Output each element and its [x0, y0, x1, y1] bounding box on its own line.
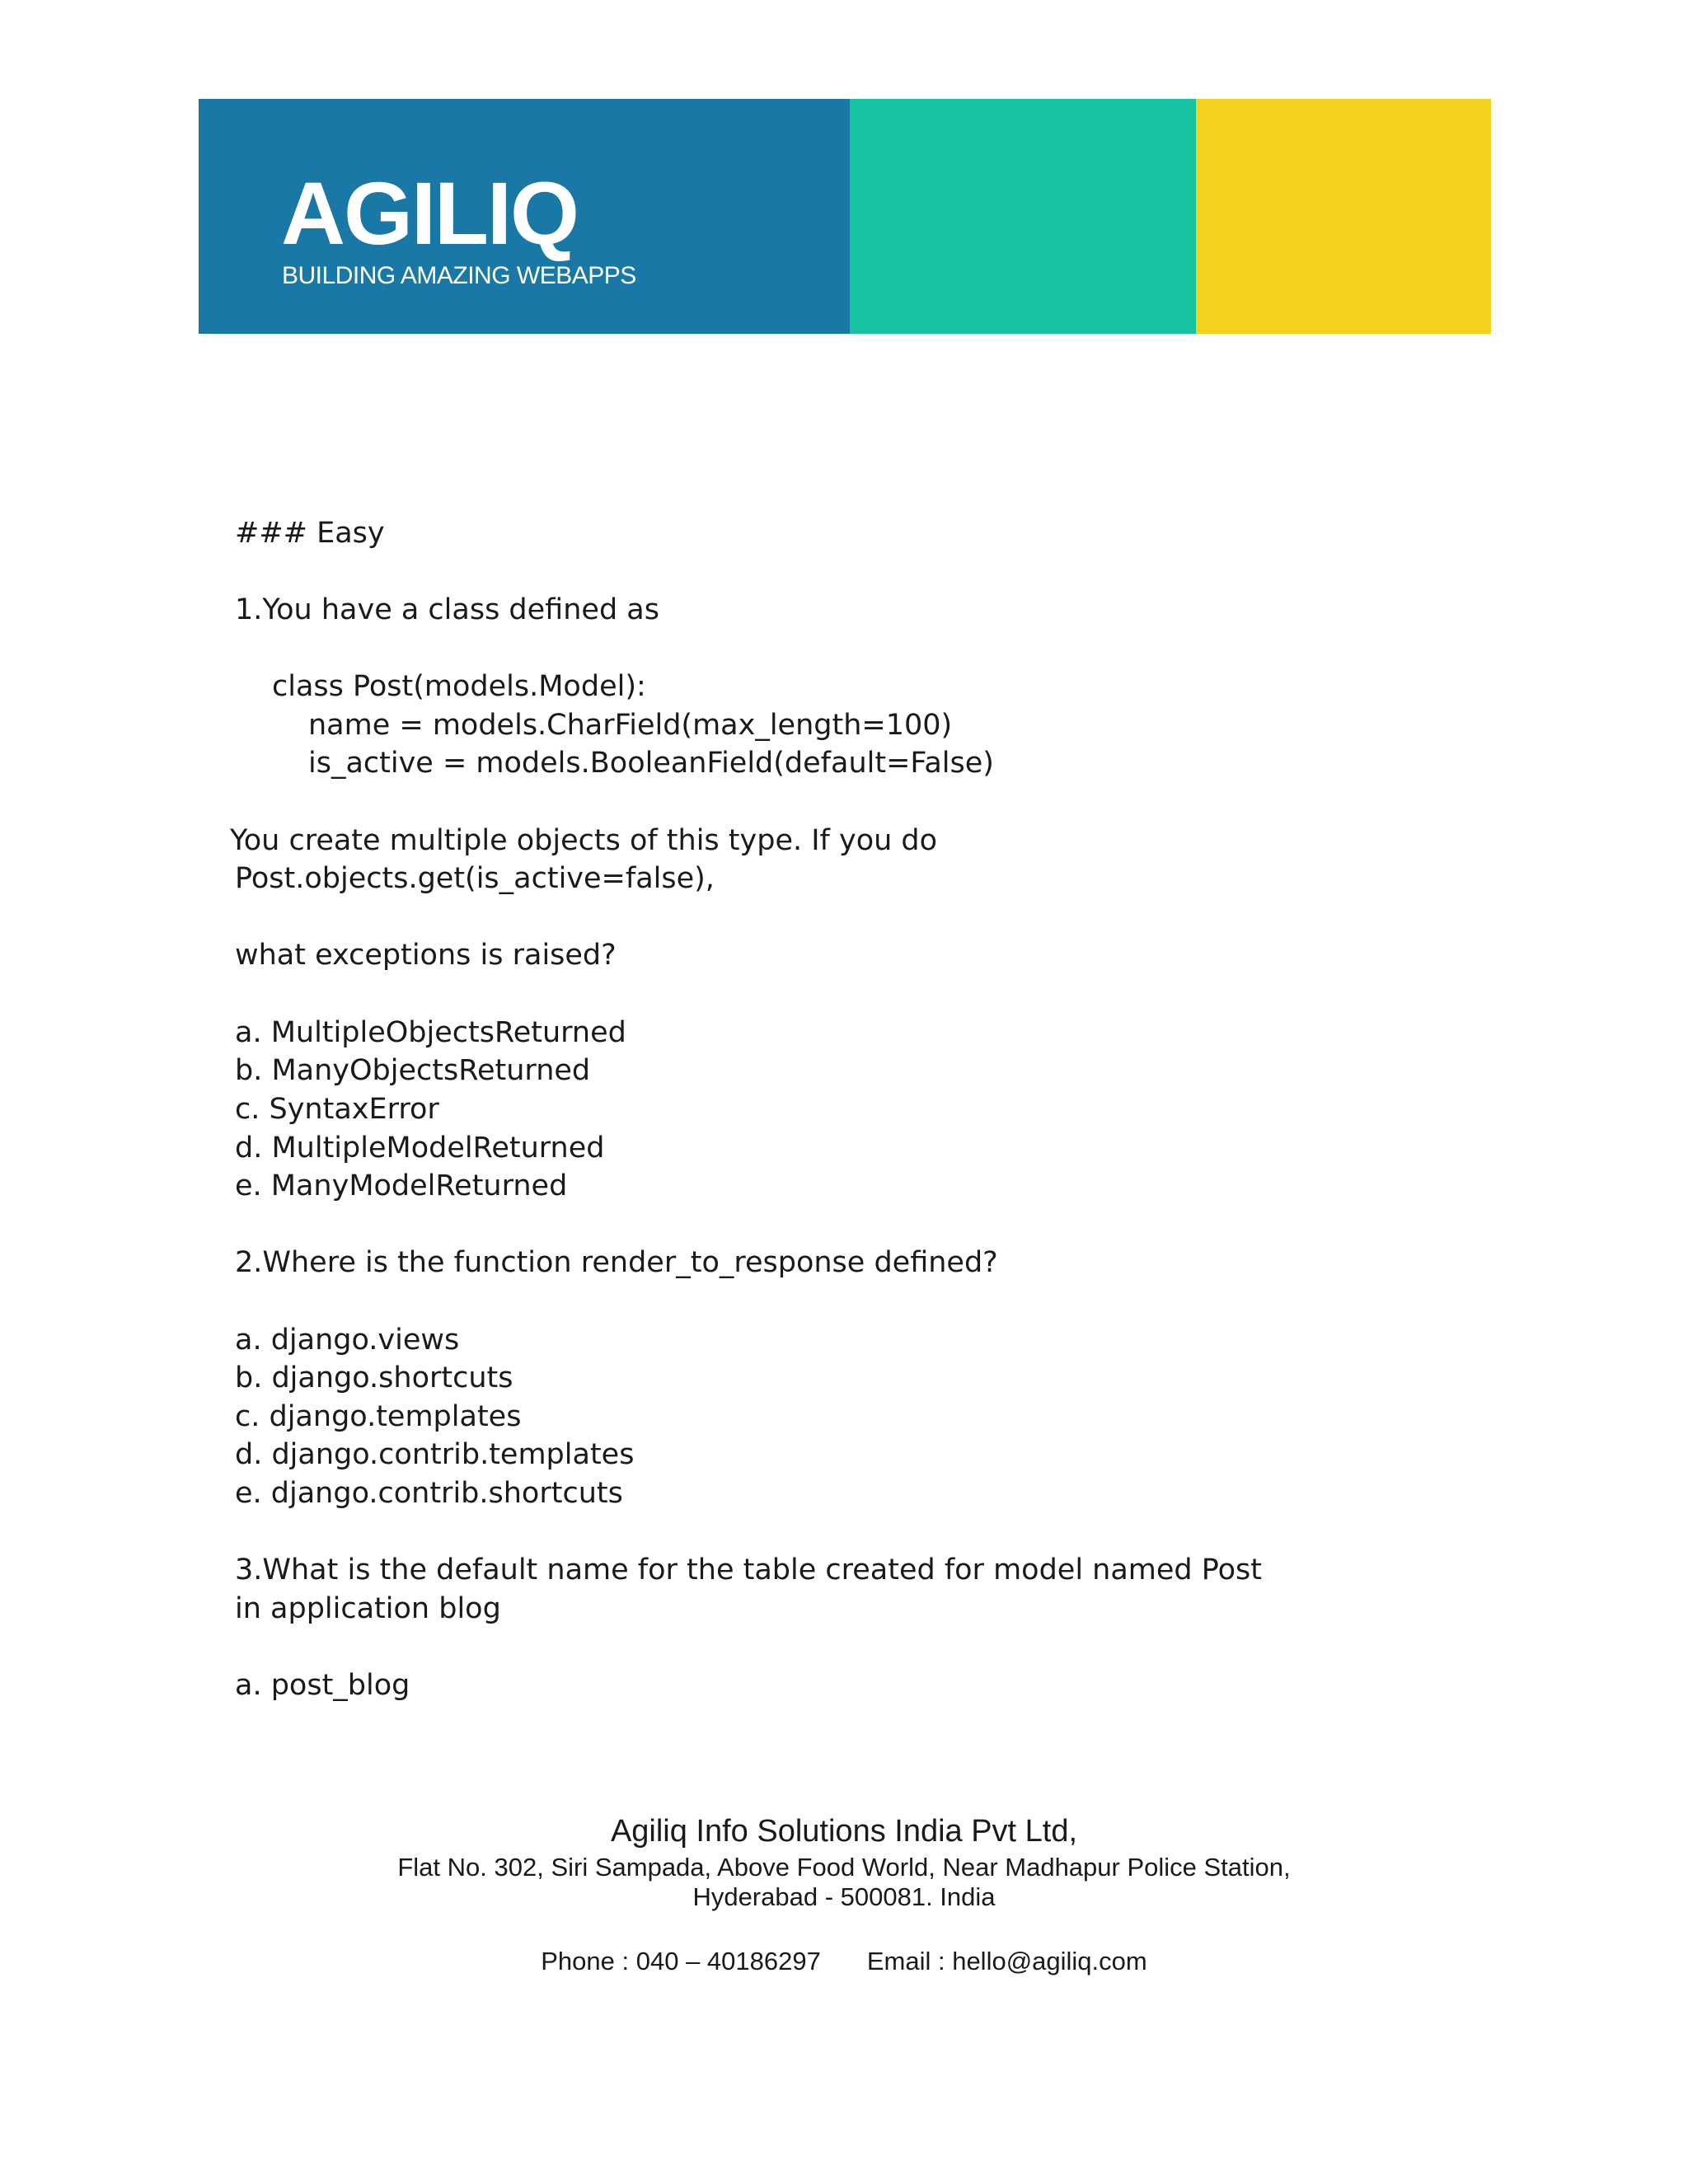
logo-text: AGILIQ [281, 163, 578, 263]
logo-tagline: BUILDING AMAZING WEBAPPS [282, 262, 636, 289]
code-line: is_active = models.BooleanField(default=False) [308, 747, 994, 780]
banner-teal-segment [850, 99, 1196, 334]
footer-contact [0, 1947, 1688, 1976]
question-1-text: what exceptions is raised? [235, 939, 617, 972]
answer-option: a. django.views [235, 1324, 460, 1357]
question-1-text: Post.objects.get(is_active=false), [235, 862, 715, 895]
code-line: name = models.CharField(max_length=100) [308, 709, 953, 742]
footer-email: Email : hello@agiliq.com [866, 1947, 1147, 1975]
question-1-prompt: 1.You have a class defined as [235, 593, 659, 626]
answer-option: c. SyntaxError [235, 1093, 439, 1126]
answer-option: a. post_blog [235, 1669, 410, 1702]
answer-option: a. MultipleObjectsReturned [235, 1016, 626, 1049]
answer-option: d. django.contrib.templates [235, 1438, 635, 1471]
answer-option: d. MultipleModelReturned [235, 1132, 605, 1165]
answer-option: c. django.templates [235, 1400, 522, 1433]
code-line: class Post(models.Model): [272, 670, 646, 703]
footer-phone: Phone : 040 – 40186297 [541, 1947, 821, 1975]
answer-option: e. ManyModelReturned [235, 1169, 568, 1202]
header-banner [199, 99, 1491, 334]
footer-address-line1: Flat No. 302, Siri Sampada, Above Food World, Near Madhapur Police Station, [397, 1853, 1291, 1882]
question-3-prompt: in application blog [235, 1592, 501, 1625]
question-3-prompt: 3.What is the default name for the table created for model named Post [235, 1554, 1263, 1586]
section-heading: ### Easy [235, 517, 385, 550]
answer-option: b. django.shortcuts [235, 1361, 513, 1394]
banner-blue-segment [199, 99, 850, 334]
footer-address-line2: Hyderabad - 500081. India [692, 1882, 996, 1911]
footer-company: Agiliq Info Solutions India Pvt Ltd, [610, 1814, 1078, 1849]
question-2-prompt: 2.Where is the function render_to_response defined? [235, 1246, 998, 1279]
banner-yellow-segment [1196, 99, 1491, 334]
answer-option: e. django.contrib.shortcuts [235, 1477, 623, 1510]
question-1-text: You create multiple objects of this type. If you do [230, 824, 938, 857]
answer-option: b. ManyObjectsReturned [235, 1054, 591, 1087]
